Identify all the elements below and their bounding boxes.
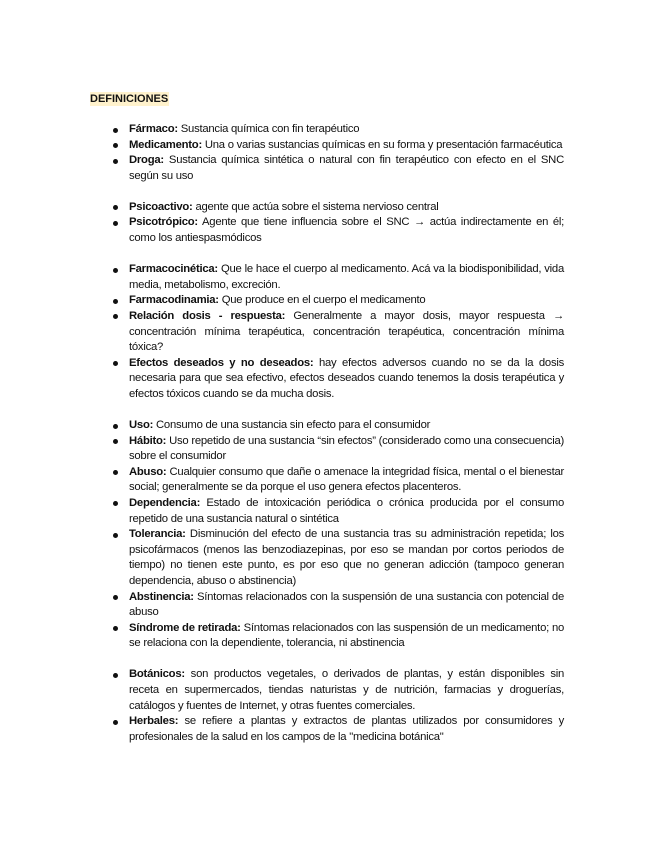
definition-text: Consumo de una sustancia sin efecto para el consumidor <box>156 419 431 431</box>
definition-group-basics <box>111 122 564 184</box>
definition-tolerancia <box>111 527 564 589</box>
definition-group-farmacologia <box>111 262 564 402</box>
definition-group-consumo <box>111 418 564 652</box>
definitions-list <box>111 122 564 745</box>
definition-abuso <box>111 465 564 496</box>
definition-term: Uso: <box>129 419 154 431</box>
page-title: DEFINICIONES <box>90 93 169 105</box>
definition-text: Agente que tiene influencia sobre el SNC → actúa indirectamente en él; como los antiespasmódicos <box>129 216 564 245</box>
definition-psicoactivo <box>111 200 564 216</box>
definition-term: Droga: <box>129 154 164 167</box>
definition-text: Uso repetido de una sustancia “sin efectos” (considerado como una consecuencia) sobre el consumidor <box>129 434 564 463</box>
definition-term: Síndrome de retirada: <box>129 621 241 634</box>
definition-botanicos <box>111 667 564 714</box>
definition-medicamento <box>111 138 564 154</box>
definition-term: Botánicos: <box>129 668 185 681</box>
definition-term: Fármaco: <box>129 123 178 135</box>
definition-term: Relación dosis - respuesta: <box>129 309 286 322</box>
definition-farmacocinetica <box>111 262 564 293</box>
definition-text: Sustancia química con fin terapéutico <box>180 123 360 135</box>
definition-text: Síntomas relacionados con la suspensión de una sustancia con potencial de abuso <box>129 590 564 619</box>
definition-sindrome-retirada <box>111 621 564 652</box>
definition-droga <box>111 153 564 184</box>
definition-text: son productos vegetales, o derivados de plantas, y están disponibles sin receta en supermercados, tiendas naturistas y de nutrición, farmacias y droguerías, catálogos y fuentes de Internet, y otras fuentes comerciales. <box>129 668 565 712</box>
definition-text: hay efectos adversos cuando no se da la dosis necesaria para que sea efectivo, efectos deseados cuando tenemos la dosis terapéutica y efectos tóxicos cuando se da mucha dosis. <box>129 356 565 400</box>
definition-text: Generalmente a mayor dosis, mayor respuesta → concentración mínima terapéutica, concentración terapéutica, concentración mínima tóxica? <box>129 309 564 354</box>
definition-abstinencia <box>111 590 564 621</box>
definition-psicotropico <box>111 215 564 246</box>
definition-herbales <box>111 714 564 745</box>
definition-efectos <box>111 356 564 403</box>
definition-term: Medicamento: <box>129 138 202 151</box>
definition-term: Herbales: <box>129 715 179 728</box>
definition-dosis-respuesta <box>111 309 564 356</box>
definition-dependencia <box>111 496 564 527</box>
definition-term: Farmacodinamia: <box>129 294 219 307</box>
definition-farmacodinamia <box>111 293 564 309</box>
definition-term: Tolerancia: <box>129 528 186 541</box>
definition-term: Psicoactivo: <box>129 200 193 213</box>
definition-group-plantas <box>111 667 564 745</box>
definition-text: Síntomas relacionados con las suspensión de un medicamento; no se relaciona con la dependiente, tolerancia, ni abstinencia <box>129 621 565 650</box>
definition-habito <box>111 434 564 465</box>
definition-text: Que le hace el cuerpo al medicamento. Acá va la biodisponibilidad, vida media, metabolismo, excreción. <box>129 263 564 291</box>
definition-text: Cualquier consumo que dañe o amenace la integridad física, mental o el bienestar social; generalmente se da porque el uso genera efectos placenteros. <box>129 465 565 494</box>
definition-term: Hábito: <box>129 434 167 447</box>
definition-uso <box>111 418 564 434</box>
definition-text: Estado de intoxicación periódica o crónica producida por el consumo repetido de una sustancia natural o sintética <box>129 496 565 525</box>
definition-term: Psicotrópico: <box>129 216 198 229</box>
definition-text: Que produce en el cuerpo el medicamento <box>221 294 426 307</box>
definition-text: agente que actúa sobre el sistema nervioso central <box>195 200 439 213</box>
definition-term: Dependencia: <box>129 496 201 509</box>
definition-term: Farmacocinética: <box>129 263 218 276</box>
definition-group-psico <box>111 200 564 247</box>
definition-farmaco <box>111 122 564 138</box>
definition-term: Abstinencia: <box>129 590 194 603</box>
definition-text: Disminución del efecto de una sustancia tras su administración repetida; los psicofármacos (menos las benzodiazepinas, por eso se mandan por cortos periodos de tiempo) no tienen este punto, es por eso que no generan adicción (tampoco generan dependencia, abuso o abstinencia) <box>129 528 565 587</box>
definition-term: Abuso: <box>129 465 167 478</box>
definition-text: Sustancia química sintética o natural con fin terapéutico con efecto en el SNC según su uso <box>129 154 564 182</box>
definition-text: Una o varias sustancias químicas en su forma y presentación farmacéutica <box>204 138 563 151</box>
definition-term: Efectos deseados y no deseados: <box>129 356 314 369</box>
definition-text: se refiere a plantas y extractos de plantas utilizados por consumidores y profesionales de la salud en los campos de la "medicina botánica" <box>129 715 565 743</box>
